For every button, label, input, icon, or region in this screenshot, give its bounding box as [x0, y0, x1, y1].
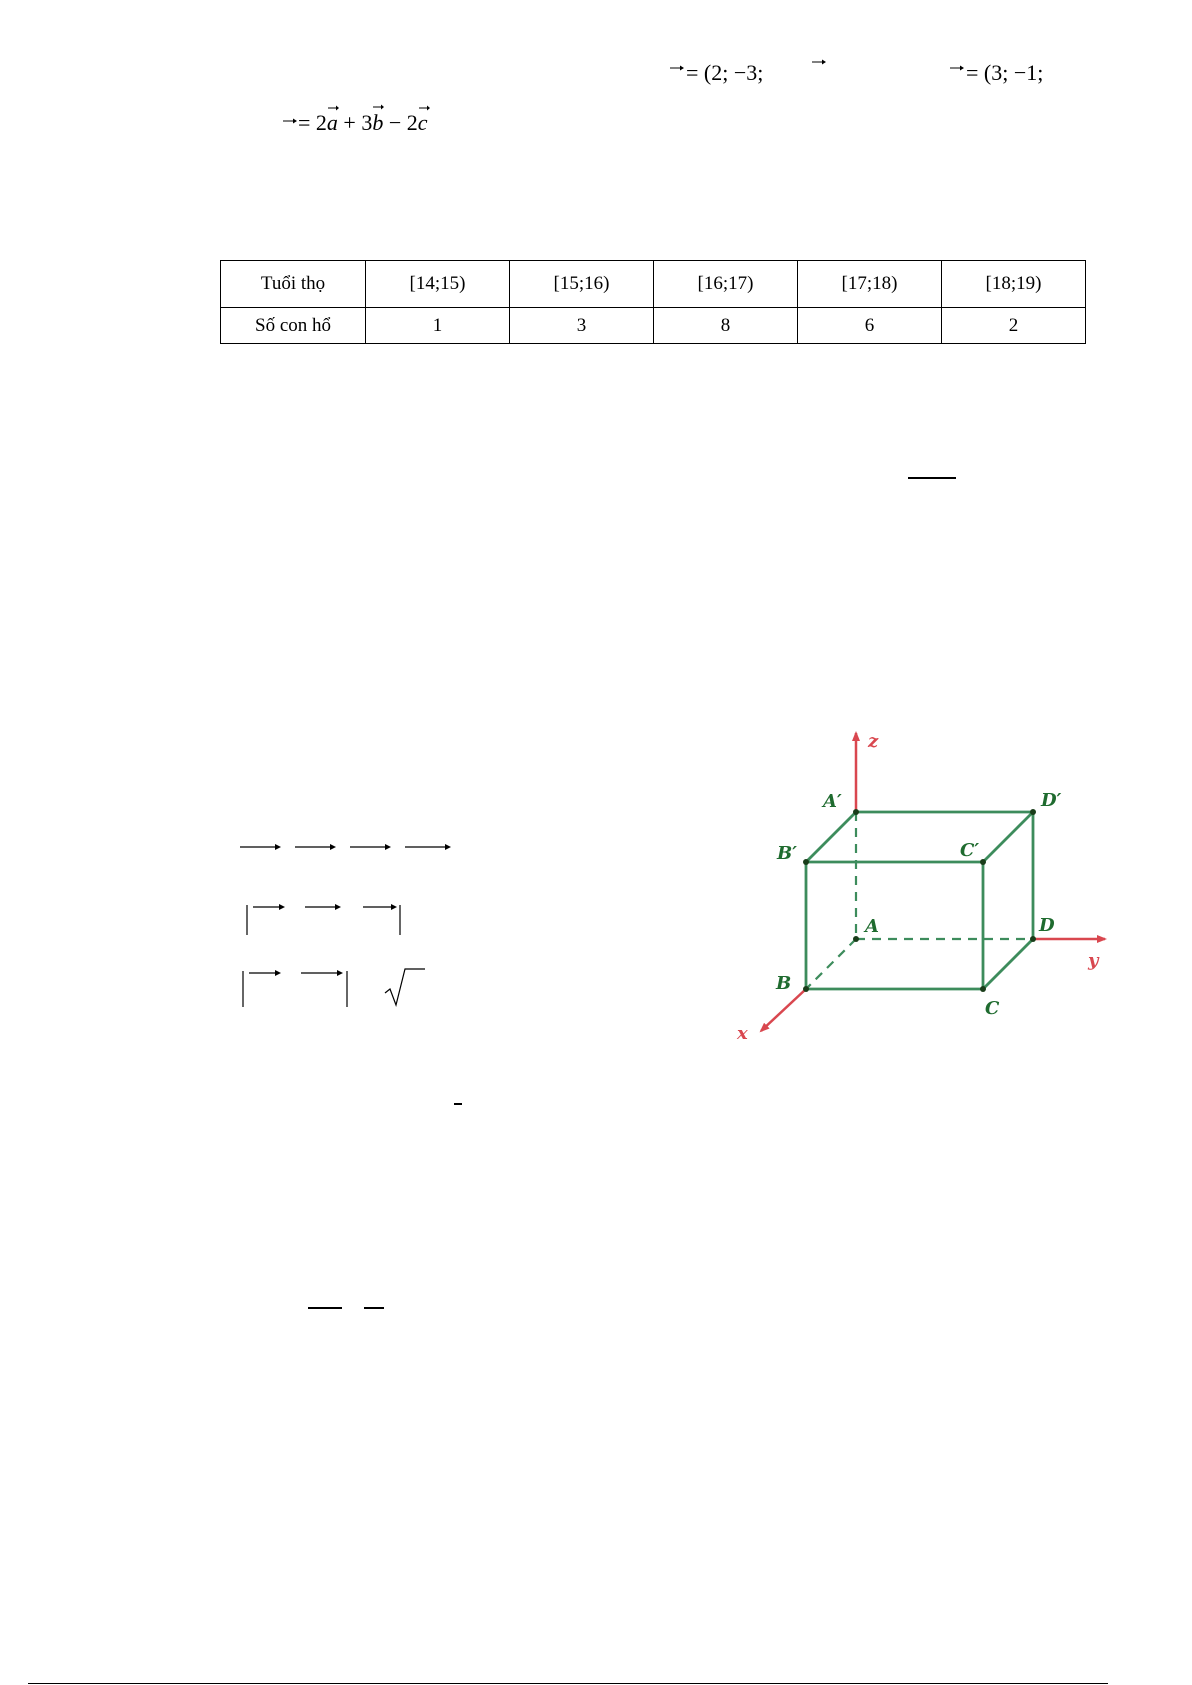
vertex-B-point — [803, 986, 809, 992]
vector-arrow-stub — [812, 58, 826, 66]
table-cell-interval: [16;17) — [654, 261, 798, 308]
vector-b-symbol: b — [372, 110, 383, 135]
vertex-A1-point — [853, 809, 859, 815]
table-cell-count: 3 — [510, 308, 654, 344]
vector-expression-fragments — [235, 835, 465, 1015]
vertex-D1-point — [1030, 809, 1036, 815]
vector-c-coordinates: = (3; −1; — [966, 60, 1044, 85]
vertex-D1-label: D′ — [1041, 790, 1062, 811]
table-cell-interval: [15;16) — [510, 261, 654, 308]
vector-a-symbol: a — [327, 110, 338, 135]
table-cell-count: 8 — [654, 308, 798, 344]
fraction-bar-fragment — [454, 1103, 462, 1105]
vector-arrow-icon — [418, 104, 430, 112]
vector-arrow-icon — [327, 104, 339, 112]
table-cell-interval: [14;15) — [366, 261, 510, 308]
table-header-cell: Số con hổ — [221, 308, 366, 344]
vertex-C-point — [980, 986, 986, 992]
fraction-bar-fragment — [308, 1307, 342, 1309]
vector-c-symbol: c — [418, 110, 428, 135]
vertex-A-label: A — [865, 916, 879, 937]
table-row-counts — [221, 308, 1086, 344]
table-cell-count: 1 — [366, 308, 510, 344]
fraction-bar-fragment — [364, 1307, 384, 1309]
table-header-cell: Tuổi thọ — [221, 261, 366, 308]
vertex-D-label: D — [1039, 915, 1055, 936]
table-cell-interval: [17;18) — [798, 261, 942, 308]
vector-arrow-icon — [372, 103, 384, 111]
vector-arrow-stub — [283, 117, 297, 125]
vector-a-coordinates: = (2; −3; — [686, 60, 764, 85]
table-cell-count: 2 — [942, 308, 1086, 344]
top-face — [806, 812, 1033, 862]
vector-combination-formula: = 2a + 3b − 2c — [298, 110, 428, 136]
y-axis-label: y — [1088, 950, 1099, 971]
vertex-C1-label: C′ — [960, 840, 980, 861]
vertex-C1-point — [980, 859, 986, 865]
vector-arrow-stub — [950, 64, 964, 72]
vertex-B-label: B — [776, 973, 792, 994]
vertex-A-point — [853, 936, 859, 942]
vertex-D-point — [1030, 936, 1036, 942]
table-row-intervals — [221, 261, 1086, 308]
edge-AB-hidden — [806, 939, 856, 989]
table-cell-interval: [18;19) — [942, 261, 1086, 308]
x-axis-label: x — [737, 1023, 748, 1044]
vertex-B1-point — [803, 859, 809, 865]
x-axis — [761, 989, 806, 1031]
vertex-B1-label: B′ — [777, 843, 797, 864]
edge-CD — [983, 939, 1033, 989]
z-axis-label: z — [868, 731, 879, 752]
vertex-C-label: C — [985, 998, 1000, 1019]
table-cell-count: 6 — [798, 308, 942, 344]
lifespan-frequency-table — [220, 260, 1086, 344]
fraction-bar-fragment — [908, 477, 956, 479]
vertex-A1-label: A′ — [823, 791, 842, 812]
vector-arrow-stub — [670, 64, 684, 72]
cuboid-coordinate-figure — [735, 725, 1115, 1055]
page-footer-rule — [28, 1683, 1108, 1684]
